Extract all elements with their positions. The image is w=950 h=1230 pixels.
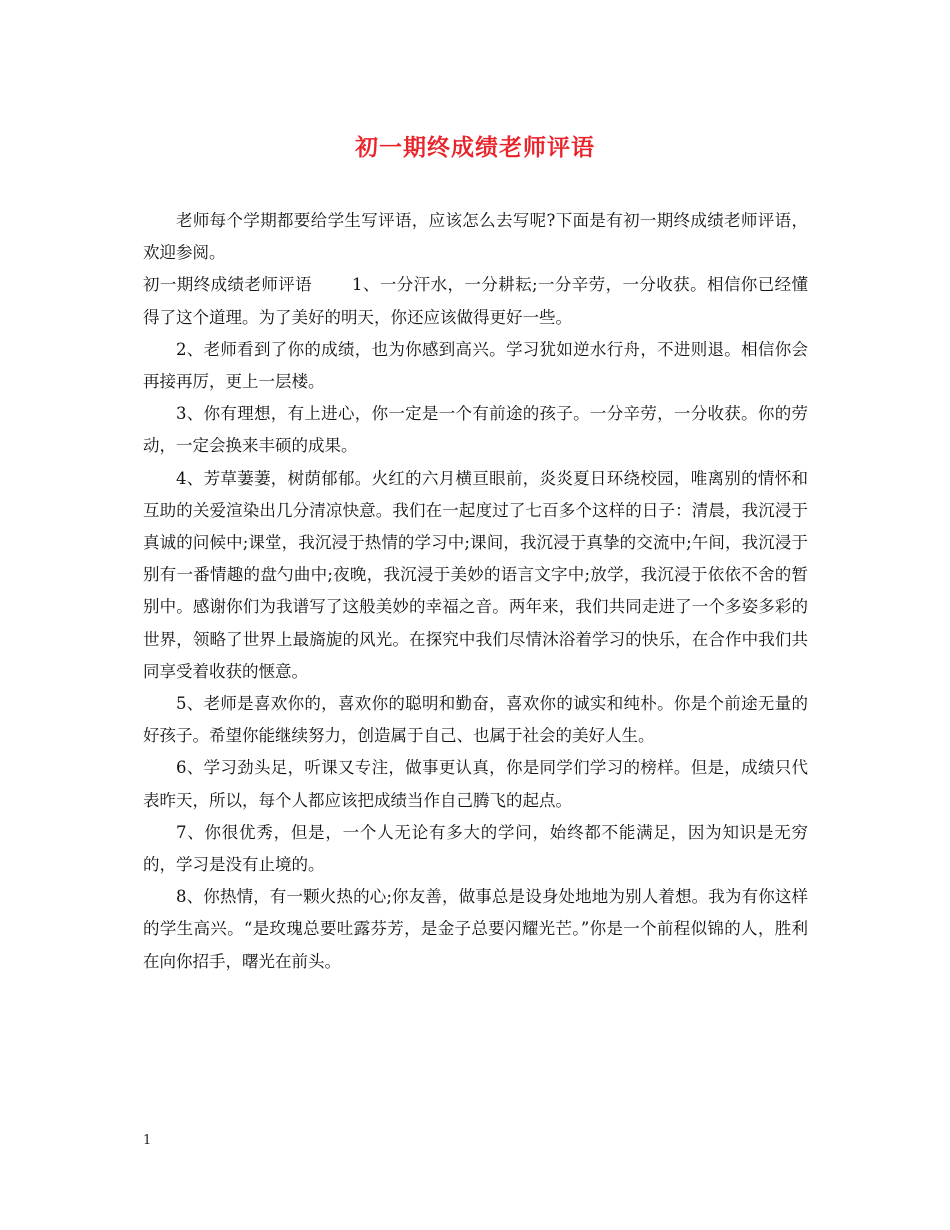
document-body [143,205,808,978]
section-heading: 初一期终成绩老师评语 [143,275,313,295]
document-title: 初一期终成绩老师评语 [355,134,595,161]
comment-item-7: 7、你很优秀，但是，一个人无论有多大的学问，始终都不能满足，因为知识是无穷的，学习是没有止境的。 [143,822,808,875]
comment-item-1: 1、一分汗水，一分耕耘;一分辛劳，一分收获。相信你已经懂得了这个道理。为了美好的明天，你还应该做得更好一些。 [143,275,809,327]
intro-paragraph: 老师每个学期都要给学生写评语，应该怎么去写呢?下面是有初一期终成绩老师评语，欢迎参阅。 [143,211,808,263]
page-number: 1 [143,1133,152,1148]
comment-item-3: 3、你有理想，有上进心，你一定是一个有前途的孩子。一分辛劳，一分收获。你的劳动，一定会换来丰硕的成果。 [143,404,808,456]
comment-item-6: 6、学习劲头足，听课又专注，做事更认真，你是同学们学习的榜样。但是，成绩只代表昨天，所以，每个人都应该把成绩当作自己腾飞的起点。 [143,758,808,810]
comment-item-4: 4、芳草萋萋，树荫郁郁。火红的六月横亘眼前，炎炎夏日环绕校园，唯离别的情怀和互助的关爱渲染出几分清凉快意。我们在一起度过了七百多个这样的日子：清晨，我沉浸于真诚的问候中;课堂，我沉浸于热情的学习中;课间，我沉浸于真挚的交流中;午间，我沉浸于别有一番情趣的盘勺曲中;夜晚，我沉浸于美妙的语言文字中;放学，我沉浸于依依不舍的暂别中。感谢你们为我谱写了这般美妙的幸福之音。两年来，我们共同走进了一个多姿多彩的世界，领略了世界上最旖旎的风光。在探究中我们尽情沐浴着学习的快乐，在合作中我们共同享受着收获的惬意。 [143,468,808,681]
comment-item-2: 2、老师看到了你的成绩，也为你感到高兴。学习犹如逆水行舟，不进则退。相信你会再接再厉，更上一层楼。 [143,339,808,392]
comment-item-5: 5、老师是喜欢你的，喜欢你的聪明和勤奋，喜欢你的诚实和纯朴。你是个前途无量的好孩子。希望你能继续努力，创造属于自己、也属于社会的美好人生。 [143,694,808,746]
section-paragraph [143,269,808,333]
comment-item-8: 8、你热情，有一颗火热的心;你友善，做事总是设身处地地为别人着想。我为有你这样的学生高兴。“是玫瑰总要吐露芬芳，是金子总要闪耀光芒。”你是一个前程似锦的人，胜利在向你招手，曙光在前头。 [143,887,808,971]
